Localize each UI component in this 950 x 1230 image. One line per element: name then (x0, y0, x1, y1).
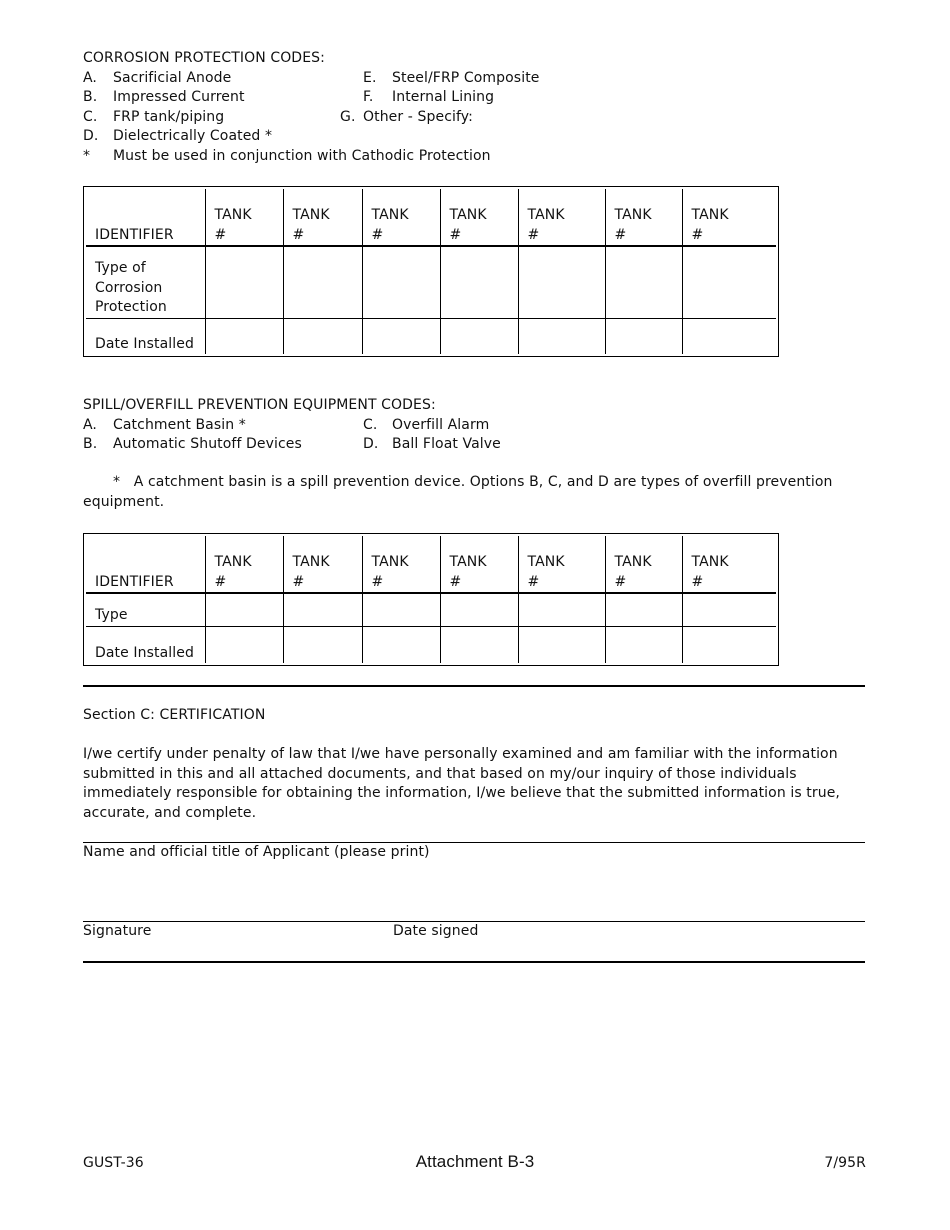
revision-date: 7/95R (824, 1155, 866, 1171)
code-text: Overfill Alarm (392, 416, 490, 433)
tank-header-3: TANK # (362, 189, 440, 246)
row-label-date-installed: Date Installed (86, 318, 205, 354)
entry-cell[interactable] (682, 593, 776, 626)
entry-cell[interactable] (205, 318, 283, 354)
tank-header-6: TANK # (605, 536, 682, 593)
entry-cell[interactable] (518, 626, 605, 663)
entry-cell[interactable] (605, 626, 682, 663)
corrosion-codes-heading: CORROSION PROTECTION CODES: (83, 50, 325, 66)
code-text: Catchment Basin * (113, 416, 246, 433)
entry-cell[interactable] (682, 318, 776, 354)
tank-header-1: TANK # (205, 189, 283, 246)
entry-cell[interactable] (283, 593, 362, 626)
spill-note (83, 473, 843, 512)
table-row (86, 593, 776, 626)
entry-cell[interactable] (362, 318, 440, 354)
tank-header-4: TANK # (440, 536, 518, 593)
code-text: Impressed Current (113, 89, 245, 105)
entry-cell[interactable] (283, 318, 362, 354)
tank-header-1: TANK # (205, 536, 283, 593)
attachment-title: Attachment B-3 (415, 1152, 535, 1171)
code-letter: A. (83, 416, 97, 433)
entry-cell[interactable] (283, 626, 362, 663)
code-text: FRP tank/piping (113, 108, 225, 125)
code-letter: B. (83, 436, 98, 452)
entry-cell[interactable] (283, 246, 362, 318)
identifier-header: IDENTIFIER (86, 536, 205, 593)
tank-header-6: TANK # (605, 189, 682, 246)
tank-header-5: TANK # (518, 536, 605, 593)
table-row (86, 246, 776, 318)
tank-header-5: TANK # (518, 189, 605, 246)
entry-cell[interactable] (205, 246, 283, 318)
entry-cell[interactable] (440, 246, 518, 318)
spill-table (83, 533, 779, 666)
code-letter: B. (83, 89, 98, 105)
spill-codes-heading: SPILL/OVERFILL PREVENTION EQUIPMENT CODES: (83, 397, 436, 413)
tank-header-4: TANK # (440, 189, 518, 246)
corrosion-table (83, 186, 779, 357)
certification-statement: I/we certify under penalty of law that I/we have personally examined and am familiar with the information submitted in this and all attached documents, and that based on my/our inquiry of those individuals immediately responsible for obtaining the information, I/we believe that the submitted information is true, accurate, and complete. (83, 746, 840, 821)
entry-cell[interactable] (205, 593, 283, 626)
applicant-name-field[interactable] (83, 862, 865, 920)
code-letter: C. (83, 108, 98, 125)
note-mark: * (113, 474, 121, 490)
identifier-header: IDENTIFIER (86, 189, 205, 246)
entry-cell[interactable] (518, 246, 605, 318)
entry-cell[interactable] (682, 626, 776, 663)
code-letter: D. (363, 436, 379, 452)
code-text: Steel/FRP Composite (392, 69, 540, 86)
code-letter: F. (363, 89, 374, 105)
table-row (86, 626, 776, 663)
entry-cell[interactable] (205, 626, 283, 663)
entry-cell[interactable] (518, 593, 605, 626)
code-letter: A. (83, 69, 97, 86)
row-label-corrosion-type: Type of Corrosion Protection (86, 246, 205, 318)
row-label-type: Type (86, 593, 205, 626)
code-text: Sacrificial Anode (113, 69, 232, 86)
code-letter: D. (83, 128, 99, 144)
entry-cell[interactable] (518, 318, 605, 354)
entry-cell[interactable] (362, 593, 440, 626)
code-letter: C. (363, 416, 378, 433)
code-text: Automatic Shutoff Devices (113, 436, 302, 452)
code-text: Internal Lining (392, 89, 495, 105)
entry-cell[interactable] (682, 246, 776, 318)
code-text: Other - Specify: (363, 108, 473, 125)
tank-header-3: TANK # (362, 536, 440, 593)
signature-label: Signature (83, 923, 152, 939)
code-letter: E. (363, 69, 377, 86)
entry-cell[interactable] (362, 246, 440, 318)
entry-cell[interactable] (440, 318, 518, 354)
entry-cell[interactable] (605, 246, 682, 318)
entry-cell[interactable] (362, 626, 440, 663)
date-signed-label: Date signed (393, 923, 479, 939)
tank-header-7: TANK # (682, 536, 776, 593)
section-c-title: Section C: CERTIFICATION (83, 707, 266, 723)
row-label-date-installed: Date Installed (86, 626, 205, 663)
tank-header-2: TANK # (283, 536, 362, 593)
footnote-text: Must be used in conjunction with Cathodic Protection (113, 147, 491, 164)
tank-header-2: TANK # (283, 189, 362, 246)
entry-cell[interactable] (605, 318, 682, 354)
code-text: Ball Float Valve (392, 436, 501, 452)
code-letter: G. (340, 108, 356, 125)
section-divider (83, 685, 865, 687)
form-id: GUST-36 (83, 1155, 144, 1171)
note-text: A catchment basin is a spill prevention device. Options B, C, and D are types of overfill prevention equipment. (83, 474, 833, 510)
entry-cell[interactable] (440, 593, 518, 626)
code-text: Dielectrically Coated * (113, 128, 273, 144)
entry-cell[interactable] (605, 593, 682, 626)
table-row (86, 318, 776, 354)
tank-header-7: TANK # (682, 189, 776, 246)
footnote-mark: * (83, 147, 91, 164)
applicant-name-label: Name and official title of Applicant (please print) (83, 844, 430, 860)
bottom-rule (83, 961, 865, 963)
entry-cell[interactable] (440, 626, 518, 663)
